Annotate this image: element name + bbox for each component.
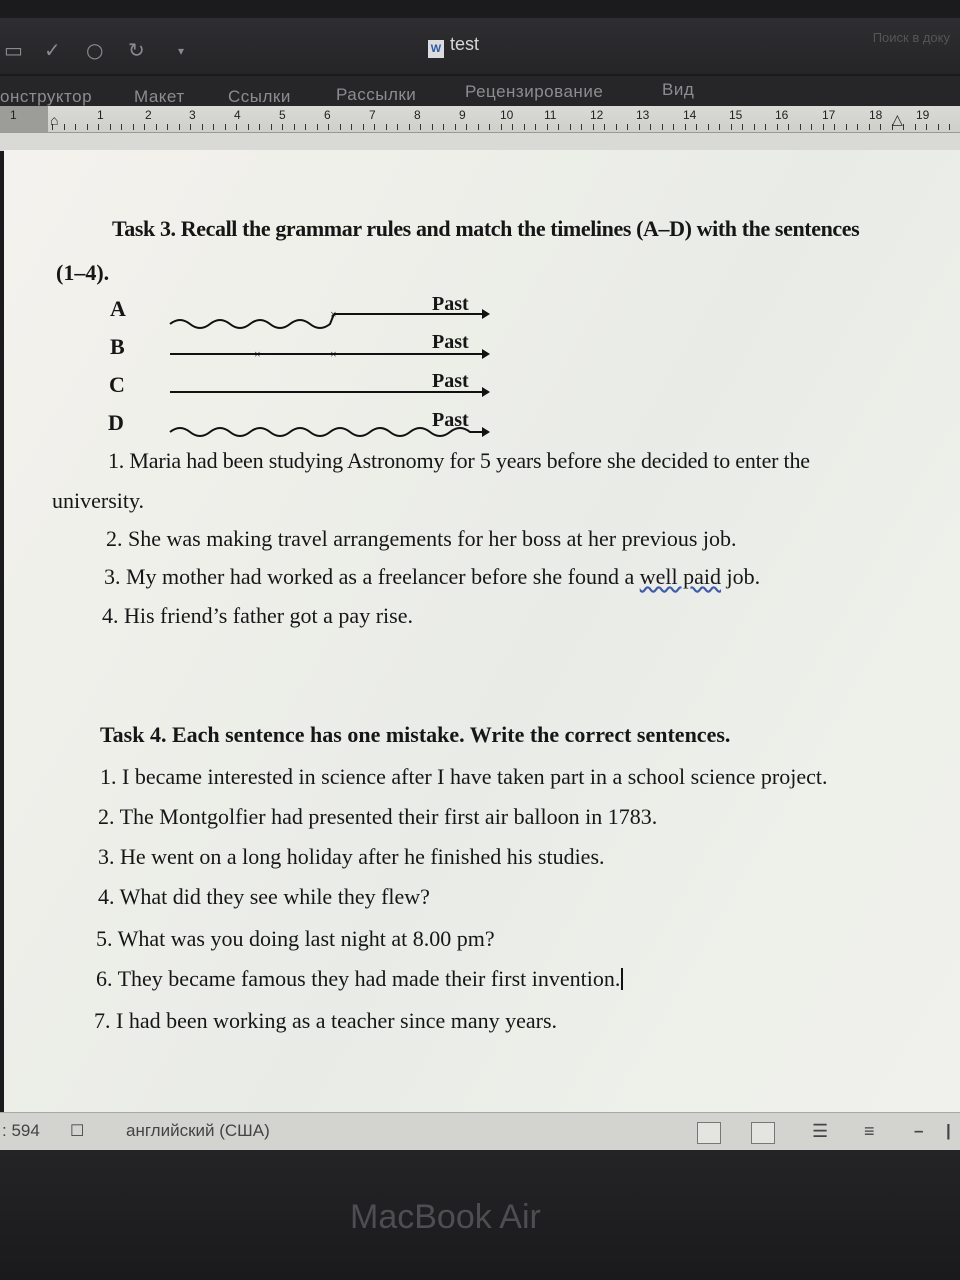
ruler-tick: [604, 124, 605, 130]
ruler-number: 18: [869, 108, 883, 122]
ruler-tick: [846, 124, 847, 130]
ruler-tick: [938, 124, 939, 130]
task4-sentence-5: 5. What was you doing last night at 8.00 pm?: [96, 926, 495, 951]
ruler-number: 17: [822, 108, 836, 122]
ruler-tick: [731, 124, 732, 130]
ruler-tick: [627, 124, 628, 130]
ruler-tick: [167, 124, 168, 130]
zoom-out-icon[interactable]: –: [914, 1121, 924, 1140]
word-doc-icon: W: [428, 40, 444, 58]
ruler-tick: [593, 124, 594, 130]
laptop-brand-label: MacBook Air: [350, 1198, 541, 1236]
web-layout-icon[interactable]: [751, 1122, 775, 1144]
ruler-tick: [616, 124, 617, 130]
timeline-label-d: D: [108, 410, 124, 435]
ruler-number: 11: [544, 108, 557, 122]
zoom-slider-icon[interactable]: |: [946, 1121, 951, 1140]
ruler-number: 4: [234, 108, 241, 122]
ruler-tick: [305, 124, 306, 130]
ruler-tick: [869, 124, 870, 130]
ruler-tick: [949, 124, 950, 130]
ruler-tick: [489, 124, 490, 130]
indent-marker-icon[interactable]: ⌂: [50, 114, 59, 129]
timeline-label-c: C: [109, 372, 125, 397]
word-count[interactable]: : 594: [2, 1121, 40, 1140]
ruler-tick: [719, 124, 720, 130]
task4-sentence-2: 2. The Montgolfier had presented their first air balloon in 1783.: [98, 804, 658, 829]
ruler-number: 3: [189, 108, 196, 122]
tab-review[interactable]: Рецензирование: [465, 82, 604, 101]
ruler-tick: [754, 124, 755, 130]
task3-heading: Task 3. Recall the grammar rules and match the timelines (A–D) with the sentences: [112, 216, 860, 241]
task3-sentence-1-cont: university.: [52, 488, 145, 513]
redo-icon[interactable]: ↻: [128, 38, 145, 62]
ruler-number: 5: [279, 108, 286, 122]
ruler-number: 15: [729, 108, 743, 122]
ruler-tick: [742, 124, 743, 130]
ruler-number: 10: [500, 108, 514, 122]
sentence-3-text: 3. My mother had worked as a freelancer before she found a: [104, 564, 640, 589]
ruler-tick: [179, 124, 180, 130]
ruler-number: 7: [369, 108, 376, 122]
timeline-b-past: Past: [432, 331, 469, 353]
ruler-tick: [213, 124, 214, 130]
ruler-margin: [0, 106, 48, 132]
ruler-number: 12: [590, 108, 604, 122]
ruler-tick: [811, 124, 812, 130]
ruler-tick: [466, 124, 467, 130]
ruler-number: 14: [683, 108, 697, 122]
sentence-6-text: 6. They became famous they had made their first invention.: [96, 966, 621, 991]
ruler-tick: [880, 124, 881, 130]
task4-heading: Task 4. Each sentence has one mistake. Write the correct sentences.: [100, 722, 731, 747]
ruler-tick: [98, 124, 99, 130]
ruler-number: 16: [775, 108, 789, 122]
document-page[interactable]: [4, 150, 960, 1112]
ruler-tick: [363, 124, 364, 130]
task4-sentence-6: [96, 966, 623, 992]
ruler-tick: [328, 124, 329, 130]
ruler-tick: [144, 124, 145, 130]
ruler-tick: [409, 124, 410, 130]
task3-sentence-1: 1. Maria had been studying Astronomy for 5 years before she decided to enter the: [108, 448, 810, 473]
ruler-tick: [501, 124, 502, 130]
timeline-label-b: B: [110, 334, 125, 359]
ruler-tick: [282, 124, 283, 130]
ruler-number: 1: [10, 108, 17, 122]
ruler-tick: [765, 124, 766, 130]
ruler-tick: [777, 124, 778, 130]
ruler-tick: [386, 124, 387, 130]
ruler-tick: [374, 124, 375, 130]
ruler-tick: [639, 124, 640, 130]
svg-text:×: ×: [330, 307, 337, 321]
timeline-a-past: Past: [432, 293, 469, 315]
ruler-tick: [294, 124, 295, 130]
undo-icon[interactable]: ○: [86, 38, 104, 62]
ruler-tick: [121, 124, 122, 130]
task3-sentence-4: 4. His friend’s father got a pay rise.: [102, 603, 413, 628]
ruler-tick: [926, 124, 927, 130]
ruler-tick: [800, 124, 801, 130]
ruler-tick: [524, 124, 525, 130]
print-layout-icon[interactable]: [697, 1122, 721, 1144]
svg-text:×: ×: [330, 347, 337, 361]
spellcheck-mark[interactable]: well paid: [639, 564, 721, 589]
ruler-tick: [558, 124, 559, 130]
search-field[interactable]: Поиск в доку: [872, 30, 950, 45]
tab-view[interactable]: Вид: [662, 80, 695, 99]
tab-constructor[interactable]: онструктор: [0, 87, 93, 106]
proofing-icon[interactable]: ☐: [70, 1123, 85, 1140]
ruler-tick: [857, 124, 858, 130]
right-indent-marker-icon[interactable]: △: [892, 113, 903, 128]
task4-sentence-3: 3. He went on a long holiday after he finished his studies.: [98, 844, 605, 869]
sidebar-icon[interactable]: ▭: [4, 38, 23, 62]
ruler-tick: [87, 124, 88, 130]
ruler-tick: [443, 124, 444, 130]
ruler-tick: [685, 124, 686, 130]
horizontal-ruler[interactable]: [0, 106, 960, 133]
ruler-tick: [547, 124, 548, 130]
ruler-tick: [236, 124, 237, 130]
ruler-number: 9: [459, 108, 466, 122]
ruler-tick: [202, 124, 203, 130]
ruler-tick: [915, 124, 916, 130]
tab-mailings[interactable]: Рассылки: [336, 85, 417, 104]
ruler-number: 8: [414, 108, 421, 122]
task3-sentence-2: 2. She was making travel arrangements for her boss at her previous job.: [106, 526, 737, 551]
outline-view-icon[interactable]: ☰: [812, 1121, 829, 1141]
ruler-tick: [248, 124, 249, 130]
window-title: W test: [428, 34, 479, 58]
task3-heading-cont: (1–4).: [56, 260, 110, 285]
ruler-tick: [420, 124, 421, 130]
timeline-c-past: Past: [432, 370, 469, 392]
ruler-tick: [75, 124, 76, 130]
ruler-tick: [708, 124, 709, 130]
task4-sentence-7: 7. I had been working as a teacher since many years.: [94, 1008, 558, 1033]
ruler-tick: [156, 124, 157, 130]
task4-sentence-1: 1. I became interested in science after I have taken part in a school science project.: [100, 764, 828, 789]
ruler-tick: [535, 124, 536, 130]
ruler-tick: [581, 124, 582, 130]
ruler-tick: [512, 124, 513, 130]
ruler-tick: [673, 124, 674, 130]
ruler-number: 2: [145, 108, 152, 122]
ruler-tick: [455, 124, 456, 130]
ruler-tick: [190, 124, 191, 130]
ruler-number: 1: [97, 108, 104, 122]
ruler-tick: [351, 124, 352, 130]
ruler-tick: [823, 124, 824, 130]
ruler-tick: [110, 124, 111, 130]
ruler-tick: [903, 124, 904, 130]
timeline-label-a: A: [110, 296, 126, 321]
tab-references[interactable]: Ссылки: [228, 87, 291, 106]
ruler-tick: [225, 124, 226, 130]
ruler-tick: [570, 124, 571, 130]
sentence-3-end: job.: [721, 564, 761, 589]
page-gap: [0, 133, 960, 151]
text-cursor: [621, 968, 623, 990]
ruler-tick: [271, 124, 272, 130]
draft-view-icon[interactable]: ≡: [864, 1121, 875, 1141]
timeline-d-past: Past: [432, 409, 469, 431]
ruler-tick: [834, 124, 835, 130]
language-indicator[interactable]: английский (США): [126, 1121, 270, 1140]
ruler-tick: [432, 124, 433, 130]
task3-sentence-3: [104, 564, 760, 590]
ruler-tick: [696, 124, 697, 130]
ruler-tick: [259, 124, 260, 130]
svg-text:×: ×: [254, 347, 261, 361]
ruler-number: 6: [324, 108, 331, 122]
ruler-tick: [64, 124, 65, 130]
task4-sentence-4: 4. What did they see while they flew?: [98, 884, 430, 909]
ruler-tick: [662, 124, 663, 130]
ruler-number: 19: [916, 108, 930, 122]
status-bar: [0, 1112, 960, 1151]
ruler-number: 13: [636, 108, 650, 122]
ruler-tick: [478, 124, 479, 130]
ruler-tick: [788, 124, 789, 130]
save-icon[interactable]: ✓: [44, 38, 61, 62]
tab-layout[interactable]: Макет: [134, 87, 185, 106]
chevron-down-icon[interactable]: ▾: [178, 44, 185, 58]
ruler-tick: [397, 124, 398, 130]
ruler-tick: [650, 124, 651, 130]
ruler-tick: [340, 124, 341, 130]
ruler-tick: [317, 124, 318, 130]
ruler-tick: [133, 124, 134, 130]
